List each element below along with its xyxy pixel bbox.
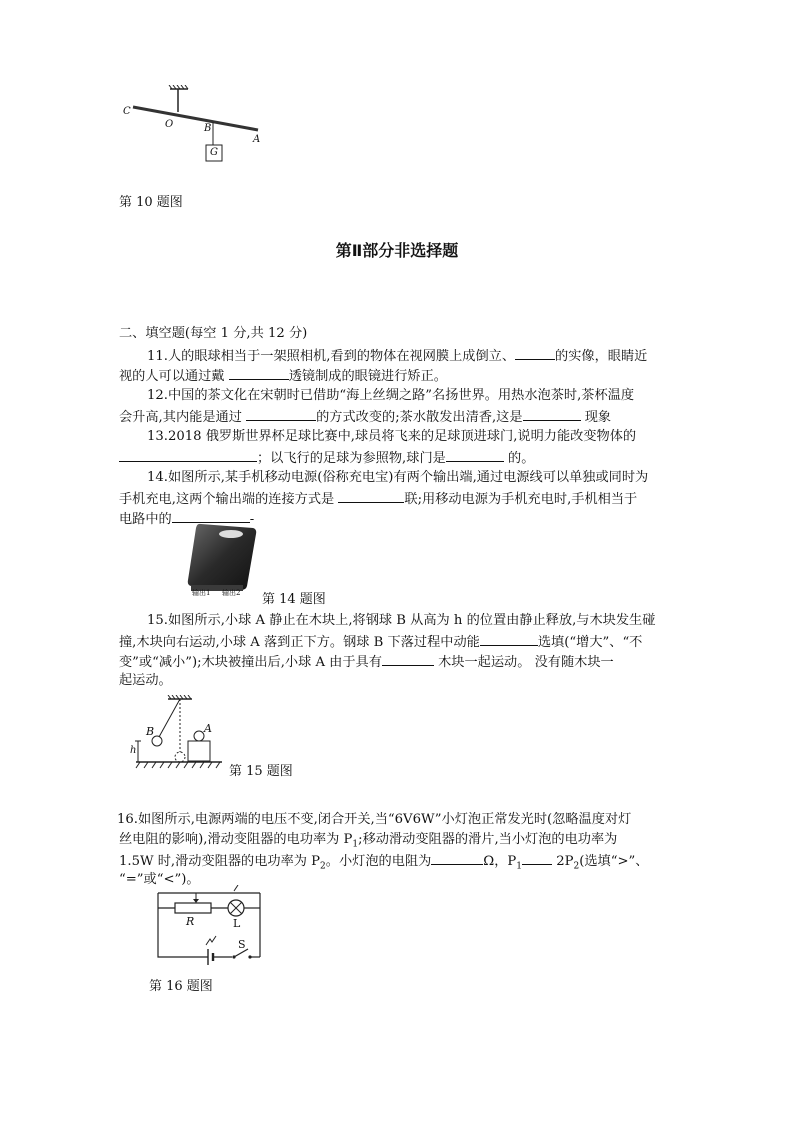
q12-text-2c: 现象	[580, 410, 612, 425]
figure-14-caption: 第 14 题图	[262, 592, 326, 607]
q11-text-1b: 的实像，眼睛近	[555, 349, 648, 364]
q11-blank-2[interactable]	[229, 365, 289, 380]
q16-sub-p1b: 1	[516, 861, 523, 872]
figure-15-caption: 第 15 题图	[229, 764, 293, 779]
q16-blank-1[interactable]	[431, 850, 483, 865]
q14-line-1: 14.如图所示,某手机移动电源(俗称充电宝)有两个输出端,通过电源线可以单独或同时为	[147, 470, 649, 485]
q15-line-1: 15.如图所示,小球 A 静止在木块上,将钢球 B 从高为 h 的位置由静止释放,与木块发生碰	[147, 613, 656, 628]
q12-blank-1[interactable]	[246, 406, 316, 421]
q16-blank-2[interactable]	[522, 850, 552, 865]
ball-A-label: A	[204, 722, 212, 735]
q15-text-2b: 选填(“增大”、“不	[537, 635, 643, 650]
figure-10-caption: 第 10 题图	[119, 195, 183, 210]
q16-sub-p2b: 2	[573, 861, 580, 872]
q14-text-2a: 手机充电,这两个输出端的连接方式是	[119, 492, 339, 507]
label-B: B	[204, 123, 212, 134]
q16-text-3a: 1.5W 时,滑动变阻器的电功率为 P	[119, 854, 321, 869]
q15-text-3b: 木块一起运动。 没有随木块一	[433, 655, 614, 670]
q16-text-2a: 丝电阻的影响),滑动变阻器的电功率为 P	[119, 832, 353, 847]
q15-blank-1[interactable]	[480, 631, 538, 646]
port-1-label: 输出1	[192, 589, 211, 597]
port-2-label: 输出2	[222, 589, 241, 597]
lamp-L-label: L	[233, 917, 241, 930]
q16-text-3e: (选填“>”、	[579, 854, 649, 869]
q14-text-3a: 电路中的	[119, 512, 172, 527]
q12-text-2a: 会升高,其内能是通过	[119, 410, 247, 425]
label-G: G	[210, 147, 218, 158]
label-A: A	[253, 134, 261, 145]
section-heading: 二、填空题(每空 1 分,共 12 分)	[119, 326, 308, 341]
q13-blank-1[interactable]	[119, 447, 257, 462]
q14-blank-2[interactable]	[172, 508, 250, 523]
q16-line-4: “=”或“<”)。	[119, 872, 200, 887]
circuit-diagram	[150, 885, 275, 965]
q15-blank-2[interactable]	[382, 651, 434, 666]
part-title: 第Ⅱ部分非选择题	[335, 241, 459, 260]
q13-line-1: 13.2018 俄罗斯世界杯足球比赛中,球员将飞来的足球顶进球门,说明力能改变物体的	[147, 429, 637, 444]
pendulum-diagram	[130, 695, 225, 775]
figure-16-caption: 第 16 题图	[149, 979, 213, 994]
figure-10	[118, 85, 278, 170]
resistor-R-label: R	[186, 915, 195, 928]
q14-line-2	[119, 488, 679, 510]
q11-text-2b: 透镜制成的眼镜进行矫正。	[288, 369, 447, 384]
q13-text-2a: ；以飞行的足球为参照物,球门是	[257, 451, 446, 466]
q16-text-3b: 。小灯泡的电阻为	[325, 854, 432, 869]
q11-text-1a: 11.人的眼球相当于一架照相机,看到的物体在视网膜上成倒立、	[147, 349, 516, 364]
q15-text-2: 撞,木块向右运动,小球 A 落到正下方。钢球 B 下落过程中动能	[119, 635, 480, 650]
q12-blank-2[interactable]	[523, 406, 581, 421]
q12-line-2	[119, 406, 679, 428]
ball-B-label: B	[146, 725, 155, 738]
q16-line-1: 16.如图所示,电源两端的电压不变,闭合开关,当“6V6W”小灯泡正常发光时(忽略温度对灯	[117, 812, 632, 827]
figure-14	[187, 522, 259, 600]
label-C: C	[123, 106, 131, 117]
q15-line-2	[119, 631, 679, 653]
q13-line-2	[119, 447, 679, 469]
figure-16	[150, 885, 275, 965]
q11-line-2	[119, 365, 679, 387]
q15-line-4: 起运动。	[119, 673, 172, 688]
q13-text-2b: 的。	[503, 451, 535, 466]
q16-sub-p2: 2	[320, 861, 326, 872]
q16-text-3d: 2P	[552, 854, 574, 869]
figure-15	[130, 695, 225, 775]
q15-line-3	[119, 651, 679, 673]
q15-text-3a: 变”或“减小”);木块被撞出后,小球 A 由于具有	[119, 655, 382, 670]
q16-sub-p1: 1	[352, 839, 359, 850]
q13-blank-2[interactable]	[446, 447, 504, 462]
height-h-label: h	[130, 745, 137, 756]
label-O: O	[165, 119, 174, 130]
q16-text-3c: Ω，P	[483, 854, 517, 869]
lever-diagram	[118, 85, 278, 170]
q12-line-1: 12.中国的茶文化在宋朝时已借助“海上丝绸之路”名扬世界。用热水泡茶时,茶杯温度	[147, 388, 635, 403]
q16-text-2b: ;移动滑动变阻器的滑片,当小灯泡的电功率为	[358, 832, 618, 847]
q14-text-3b: -	[249, 512, 255, 527]
q14-blank-1[interactable]	[338, 488, 404, 503]
switch-S-label: S	[238, 938, 246, 951]
q12-text-2b: 的方式改变的;茶水散发出清香,这是	[316, 410, 523, 425]
q11-line-1	[147, 345, 707, 367]
q11-blank-1[interactable]	[515, 345, 555, 360]
q14-text-2b: 联;用移动电源为手机充电时,手机相当于	[404, 492, 638, 507]
q11-text-2a: 视的人可以通过戴	[119, 369, 229, 384]
